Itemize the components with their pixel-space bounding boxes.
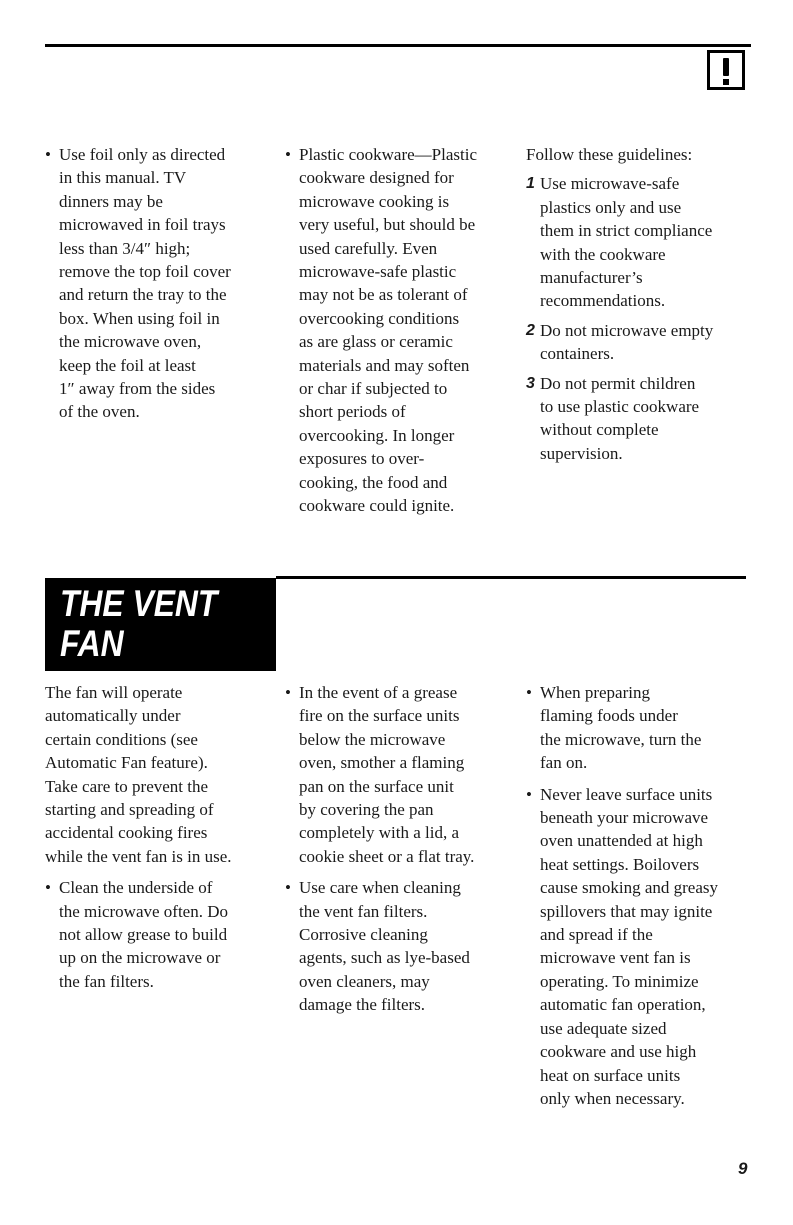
guideline-item-1	[526, 172, 766, 312]
text-line: Do not microwave empty	[540, 320, 714, 340]
text-line: Use care when cleaning	[299, 878, 461, 898]
text-line: only when necessary.	[540, 1088, 685, 1108]
top-rule	[45, 44, 751, 47]
section-heading-vent-fan	[45, 578, 276, 671]
text-line: Use foil only as directed	[59, 145, 226, 164]
text-line: recommendations.	[540, 291, 666, 311]
text-line: oven, smother a flaming	[299, 753, 465, 773]
text-line: flaming foods under	[540, 706, 678, 726]
filter-cleaning-bullet	[285, 876, 520, 1016]
text-line: manufacturer’s	[540, 268, 643, 288]
text-line: microwave-safe plastic	[299, 262, 457, 282]
text-line: spillovers that may ignite	[540, 901, 713, 921]
text-line: very useful, but should be	[299, 215, 476, 235]
text-line: use adequate sized	[540, 1018, 667, 1038]
guideline-number: 1	[526, 175, 535, 193]
text-line: microwave cooking is	[299, 191, 450, 211]
vent-fan-column-3	[526, 681, 771, 1110]
text-line: 1″ away from the sides	[59, 379, 216, 399]
text-line: completely with a lid, a	[299, 823, 460, 843]
text-line: fan on.	[540, 753, 588, 773]
text-line: overcooking. In longer	[299, 425, 455, 445]
text-line: them in strict compliance	[540, 221, 713, 241]
bullet-marker: •	[285, 878, 291, 898]
exclamation-dot	[723, 79, 729, 85]
section-rule	[276, 576, 746, 579]
plastic-cookware-bullet	[285, 143, 515, 518]
text-line: Clean the underside of	[59, 878, 213, 898]
text-line: materials and may soften	[299, 355, 470, 375]
text-line: pan on the surface unit	[299, 776, 454, 796]
text-line: exposures to over-	[299, 449, 425, 469]
clean-underside-bullet	[45, 876, 277, 993]
heading-line: THE VENT	[60, 583, 218, 624]
bullet-marker: •	[526, 784, 532, 804]
text-line: remove the top foil cover	[59, 262, 231, 282]
flaming-foods-bullet	[526, 681, 771, 775]
text-line: cookware could ignite.	[299, 496, 455, 516]
text-line: Corrosive cleaning	[299, 925, 428, 945]
text-line: cooking, the food and	[299, 472, 448, 492]
guidelines-intro: Follow these guidelines:	[526, 145, 693, 164]
caution-exclamation-icon	[707, 50, 745, 90]
text-line: box. When using foil in	[59, 308, 220, 328]
bullet-marker: •	[285, 145, 291, 164]
bullet-marker: •	[45, 145, 51, 164]
text-line: cookware and use high	[540, 1042, 697, 1062]
text-line: not allow grease to build	[59, 925, 228, 945]
grease-fire-bullet	[285, 681, 520, 868]
text-line: with the cookware	[540, 244, 666, 264]
text-line: Plastic cookware—Plastic	[299, 145, 477, 164]
text-line: Take care to prevent the	[45, 776, 209, 796]
text-line: the vent fan filters.	[299, 901, 428, 921]
text-line: automatically under	[45, 706, 181, 726]
text-line: accidental cooking fires	[45, 823, 208, 843]
guidelines-column	[526, 143, 766, 465]
section-heading-text	[60, 584, 217, 664]
text-line: dinners may be	[59, 191, 163, 211]
foil-bullet	[45, 143, 270, 424]
exclamation-bar	[723, 58, 729, 76]
text-line: containers.	[540, 344, 615, 364]
text-line: Do not permit children	[540, 373, 696, 393]
text-line: Automatic Fan feature).	[45, 753, 208, 773]
plastic-cookware-column	[285, 143, 515, 518]
foil-column	[45, 143, 270, 424]
text-line: of the oven.	[59, 402, 140, 422]
text-line: beneath your microwave	[540, 808, 709, 828]
surface-units-bullet	[526, 783, 771, 1111]
text-line: cookie sheet or a flat tray.	[299, 846, 475, 866]
text-line: Never leave surface units	[540, 784, 713, 804]
bullet-marker: •	[285, 683, 291, 702]
text-line: and return the tray to the	[59, 285, 227, 305]
text-line: to use plastic cookware	[540, 397, 700, 417]
text-line: agents, such as lye-based	[299, 948, 470, 968]
text-line: operating. To minimize	[540, 971, 699, 991]
text-line: short periods of	[299, 402, 406, 422]
text-line: less than 3/4″ high;	[59, 238, 191, 258]
text-line: In the event of a grease	[299, 683, 458, 702]
guideline-item-3	[526, 372, 766, 466]
text-line: the microwave oven,	[59, 332, 202, 352]
text-line: in this manual. TV	[59, 168, 187, 188]
vent-fan-column-1	[45, 681, 277, 993]
text-line: microwaved in foil trays	[59, 215, 226, 235]
text-line: and spread if the	[540, 925, 653, 945]
text-line: plastics only and use	[540, 197, 682, 217]
text-line: used carefully. Even	[299, 238, 438, 258]
text-line: starting and spreading of	[45, 800, 214, 820]
text-line: by covering the pan	[299, 800, 434, 820]
text-line: up on the microwave or	[59, 948, 221, 968]
bullet-marker: •	[45, 878, 51, 898]
guideline-number: 2	[526, 321, 535, 339]
text-line: heat settings. Boilovers	[540, 854, 700, 874]
bullet-marker: •	[526, 683, 532, 702]
text-line: automatic fan operation,	[540, 995, 706, 1015]
text-line: oven unattended at high	[540, 831, 703, 851]
text-line: certain conditions (see	[45, 729, 198, 749]
text-line: without complete	[540, 420, 659, 440]
text-line: below the microwave	[299, 729, 446, 749]
text-line: may not be as tolerant of	[299, 285, 468, 305]
text-line: The fan will operate	[45, 683, 183, 702]
text-line: supervision.	[540, 443, 623, 463]
vent-fan-column-2	[285, 681, 520, 1017]
text-line: cause smoking and greasy	[540, 878, 718, 898]
text-line: overcooking conditions	[299, 308, 460, 328]
text-line: while the vent fan is in use.	[45, 846, 232, 866]
guideline-number: 3	[526, 374, 535, 392]
text-line: cookware designed for	[299, 168, 454, 188]
text-line: damage the filters.	[299, 995, 426, 1015]
text-line: as are glass or ceramic	[299, 332, 453, 352]
text-line: the fan filters.	[59, 971, 154, 991]
text-line: microwave vent fan is	[540, 948, 691, 968]
page-number: 9	[738, 1159, 748, 1178]
text-line: fire on the surface units	[299, 706, 460, 726]
text-line: Use microwave-safe	[540, 174, 680, 194]
text-line: keep the foil at least	[59, 355, 196, 375]
guideline-item-2	[526, 319, 766, 366]
text-line: the microwave, turn the	[540, 729, 702, 749]
text-line: When preparing	[540, 683, 650, 702]
text-line: or char if subjected to	[299, 379, 448, 399]
text-line: oven cleaners, may	[299, 971, 430, 991]
heading-line: FAN	[60, 623, 124, 664]
text-line: the microwave often. Do	[59, 901, 228, 921]
text-line: heat on surface units	[540, 1065, 681, 1085]
